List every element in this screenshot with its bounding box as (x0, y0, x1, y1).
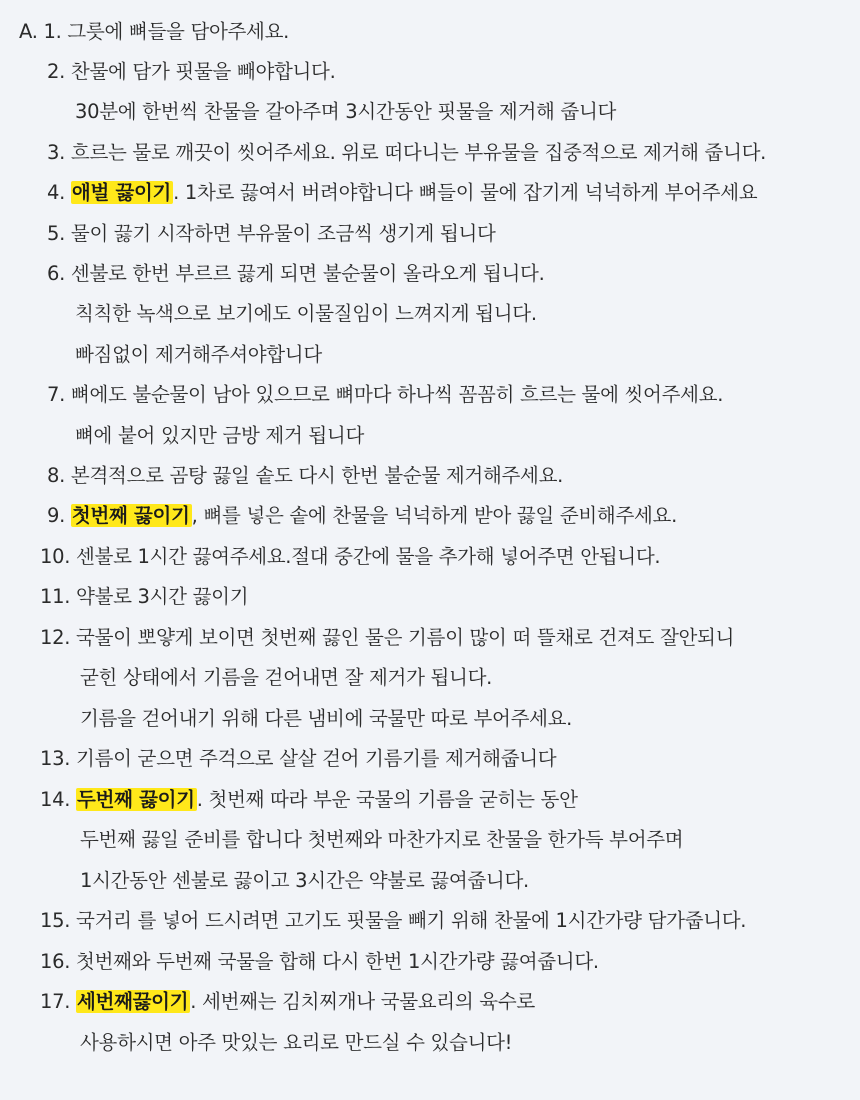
highlighted-heading: 애벌 끓이기 (71, 181, 172, 204)
section-prefix: A. (19, 20, 44, 43)
step-number: 1. (43, 20, 62, 43)
step-text: 물이 끓기 시작하면 부유물이 조금씩 생기게 됩니다 (70, 222, 496, 245)
step-text: 칙칙한 녹색으로 보기에도 이물질임이 느껴지게 됩니다. (75, 302, 537, 325)
step-text: 사용하시면 아주 맛있는 요리로 만드실 수 있습니다! (80, 1031, 513, 1054)
step-text: 굳힌 상태에서 기름을 걷어내면 잘 제거가 됩니다. (80, 666, 493, 689)
step-text: 흐르는 물로 깨끗이 씻어주세요. 위로 떠다니는 부유물을 집중적으로 제거해 줍니다. (70, 141, 767, 164)
step-number: 2. (47, 60, 66, 83)
step-text: . 1차로 끓여서 버려야합니다 뼈들이 물에 잡기게 넉넉하게 부어주세요 (173, 181, 758, 204)
step-line (47, 462, 563, 490)
step-number: 8. (47, 464, 66, 487)
step-number: 16. (40, 950, 71, 973)
step-continuation (75, 300, 537, 328)
step-continuation (80, 705, 572, 733)
step-text: 센불로 1시간 끓여주세요.절대 중간에 물을 추가해 넣어주면 안됩니다. (76, 545, 661, 568)
step-line (19, 18, 289, 46)
step-continuation (80, 867, 529, 895)
step-text: 국거리 를 넣어 드시려면 고기도 핏물을 빼기 위해 찬물에 1시간가량 담가줍니다. (76, 909, 747, 932)
step-continuation (80, 664, 492, 692)
step-text: 본격적으로 곰탕 끓일 솥도 다시 한번 불순물 제거해주세요. (70, 464, 563, 487)
step-text: 기름을 걷어내기 위해 다른 냄비에 국물만 따로 부어주세요. (80, 707, 573, 730)
step-text: 뼈에도 불순물이 남아 있으므로 뼈마다 하나씩 꼼꼼히 흐르는 물에 씻어주세요. (70, 383, 724, 406)
highlighted-heading: 첫번째 끓이기 (71, 504, 190, 527)
step-number: 15. (40, 909, 71, 932)
step-text: 센불로 한번 부르르 끓게 되면 불순물이 올라오게 됩니다. (70, 262, 545, 285)
step-line (47, 260, 544, 288)
step-text: 그릇에 뼈들을 담아주세요. (67, 20, 290, 43)
step-continuation (80, 1029, 512, 1057)
step-line (47, 58, 336, 86)
step-continuation (80, 826, 683, 854)
step-number: 10. (40, 545, 71, 568)
step-text: 뼈에 붙어 있지만 금방 제거 됩니다 (75, 424, 365, 447)
step-number: 9. (47, 504, 66, 527)
step-number: 14. (40, 788, 71, 811)
step-line (40, 583, 248, 611)
step-line (40, 907, 746, 935)
step-number: 6. (47, 262, 66, 285)
step-number: 12. (40, 626, 71, 649)
step-line (40, 543, 660, 571)
step-continuation (75, 98, 616, 126)
step-text: 빠짐없이 제거해주셔야합니다 (75, 343, 322, 366)
step-continuation (75, 422, 364, 450)
step-text: 기름이 굳으면 주걱으로 살살 걷어 기름기를 제거해줍니다 (76, 747, 557, 770)
step-number: 5. (47, 222, 66, 245)
step-line (40, 948, 599, 976)
step-line (47, 381, 723, 409)
step-text: 약불로 3시간 끓이기 (76, 585, 249, 608)
step-text: . 첫번째 따라 부운 국물의 기름을 굳히는 동안 (196, 788, 578, 811)
step-line (47, 220, 496, 248)
step-continuation (75, 341, 322, 369)
step-text: 국물이 뽀얗게 보이면 첫번째 끓인 물은 기름이 많이 떠 뜰채로 건져도 잘안되니 (76, 626, 735, 649)
step-text: 두번째 끓일 준비를 합니다 첫번째와 마찬가지로 찬물을 한가득 부어주며 (80, 828, 684, 851)
step-text: . 세번째는 김치찌개나 국물요리의 육수로 (190, 990, 535, 1013)
highlighted-heading: 두번째 끓이기 (77, 788, 195, 811)
step-text: 찬물에 담가 핏물을 빼야합니다. (70, 60, 336, 83)
step-number: 17. (40, 990, 71, 1013)
step-line (40, 624, 734, 652)
step-line (47, 139, 766, 167)
step-number: 7. (47, 383, 66, 406)
step-text: 1시간동안 센불로 끓이고 3시간은 약불로 끓여줍니다. (80, 869, 529, 892)
step-text: 첫번째와 두번째 국물을 합해 다시 한번 1시간가량 끓여줍니다. (76, 950, 599, 973)
step-line (40, 786, 578, 814)
highlighted-heading: 세번째끓이기 (77, 990, 189, 1013)
step-line (40, 745, 556, 773)
step-line (47, 502, 677, 530)
step-number: 3. (47, 141, 66, 164)
step-line (40, 988, 535, 1016)
step-number: 4. (47, 181, 66, 204)
step-number: 13. (40, 747, 71, 770)
step-line (47, 179, 757, 207)
step-number: 11. (40, 585, 71, 608)
step-text: 30분에 한번씩 찬물을 갈아주며 3시간동안 핏물을 제거해 줍니다 (75, 100, 617, 123)
step-text: , 뼈를 넣은 솥에 찬물을 넉넉하게 받아 끓일 준비해주세요. (191, 504, 677, 527)
